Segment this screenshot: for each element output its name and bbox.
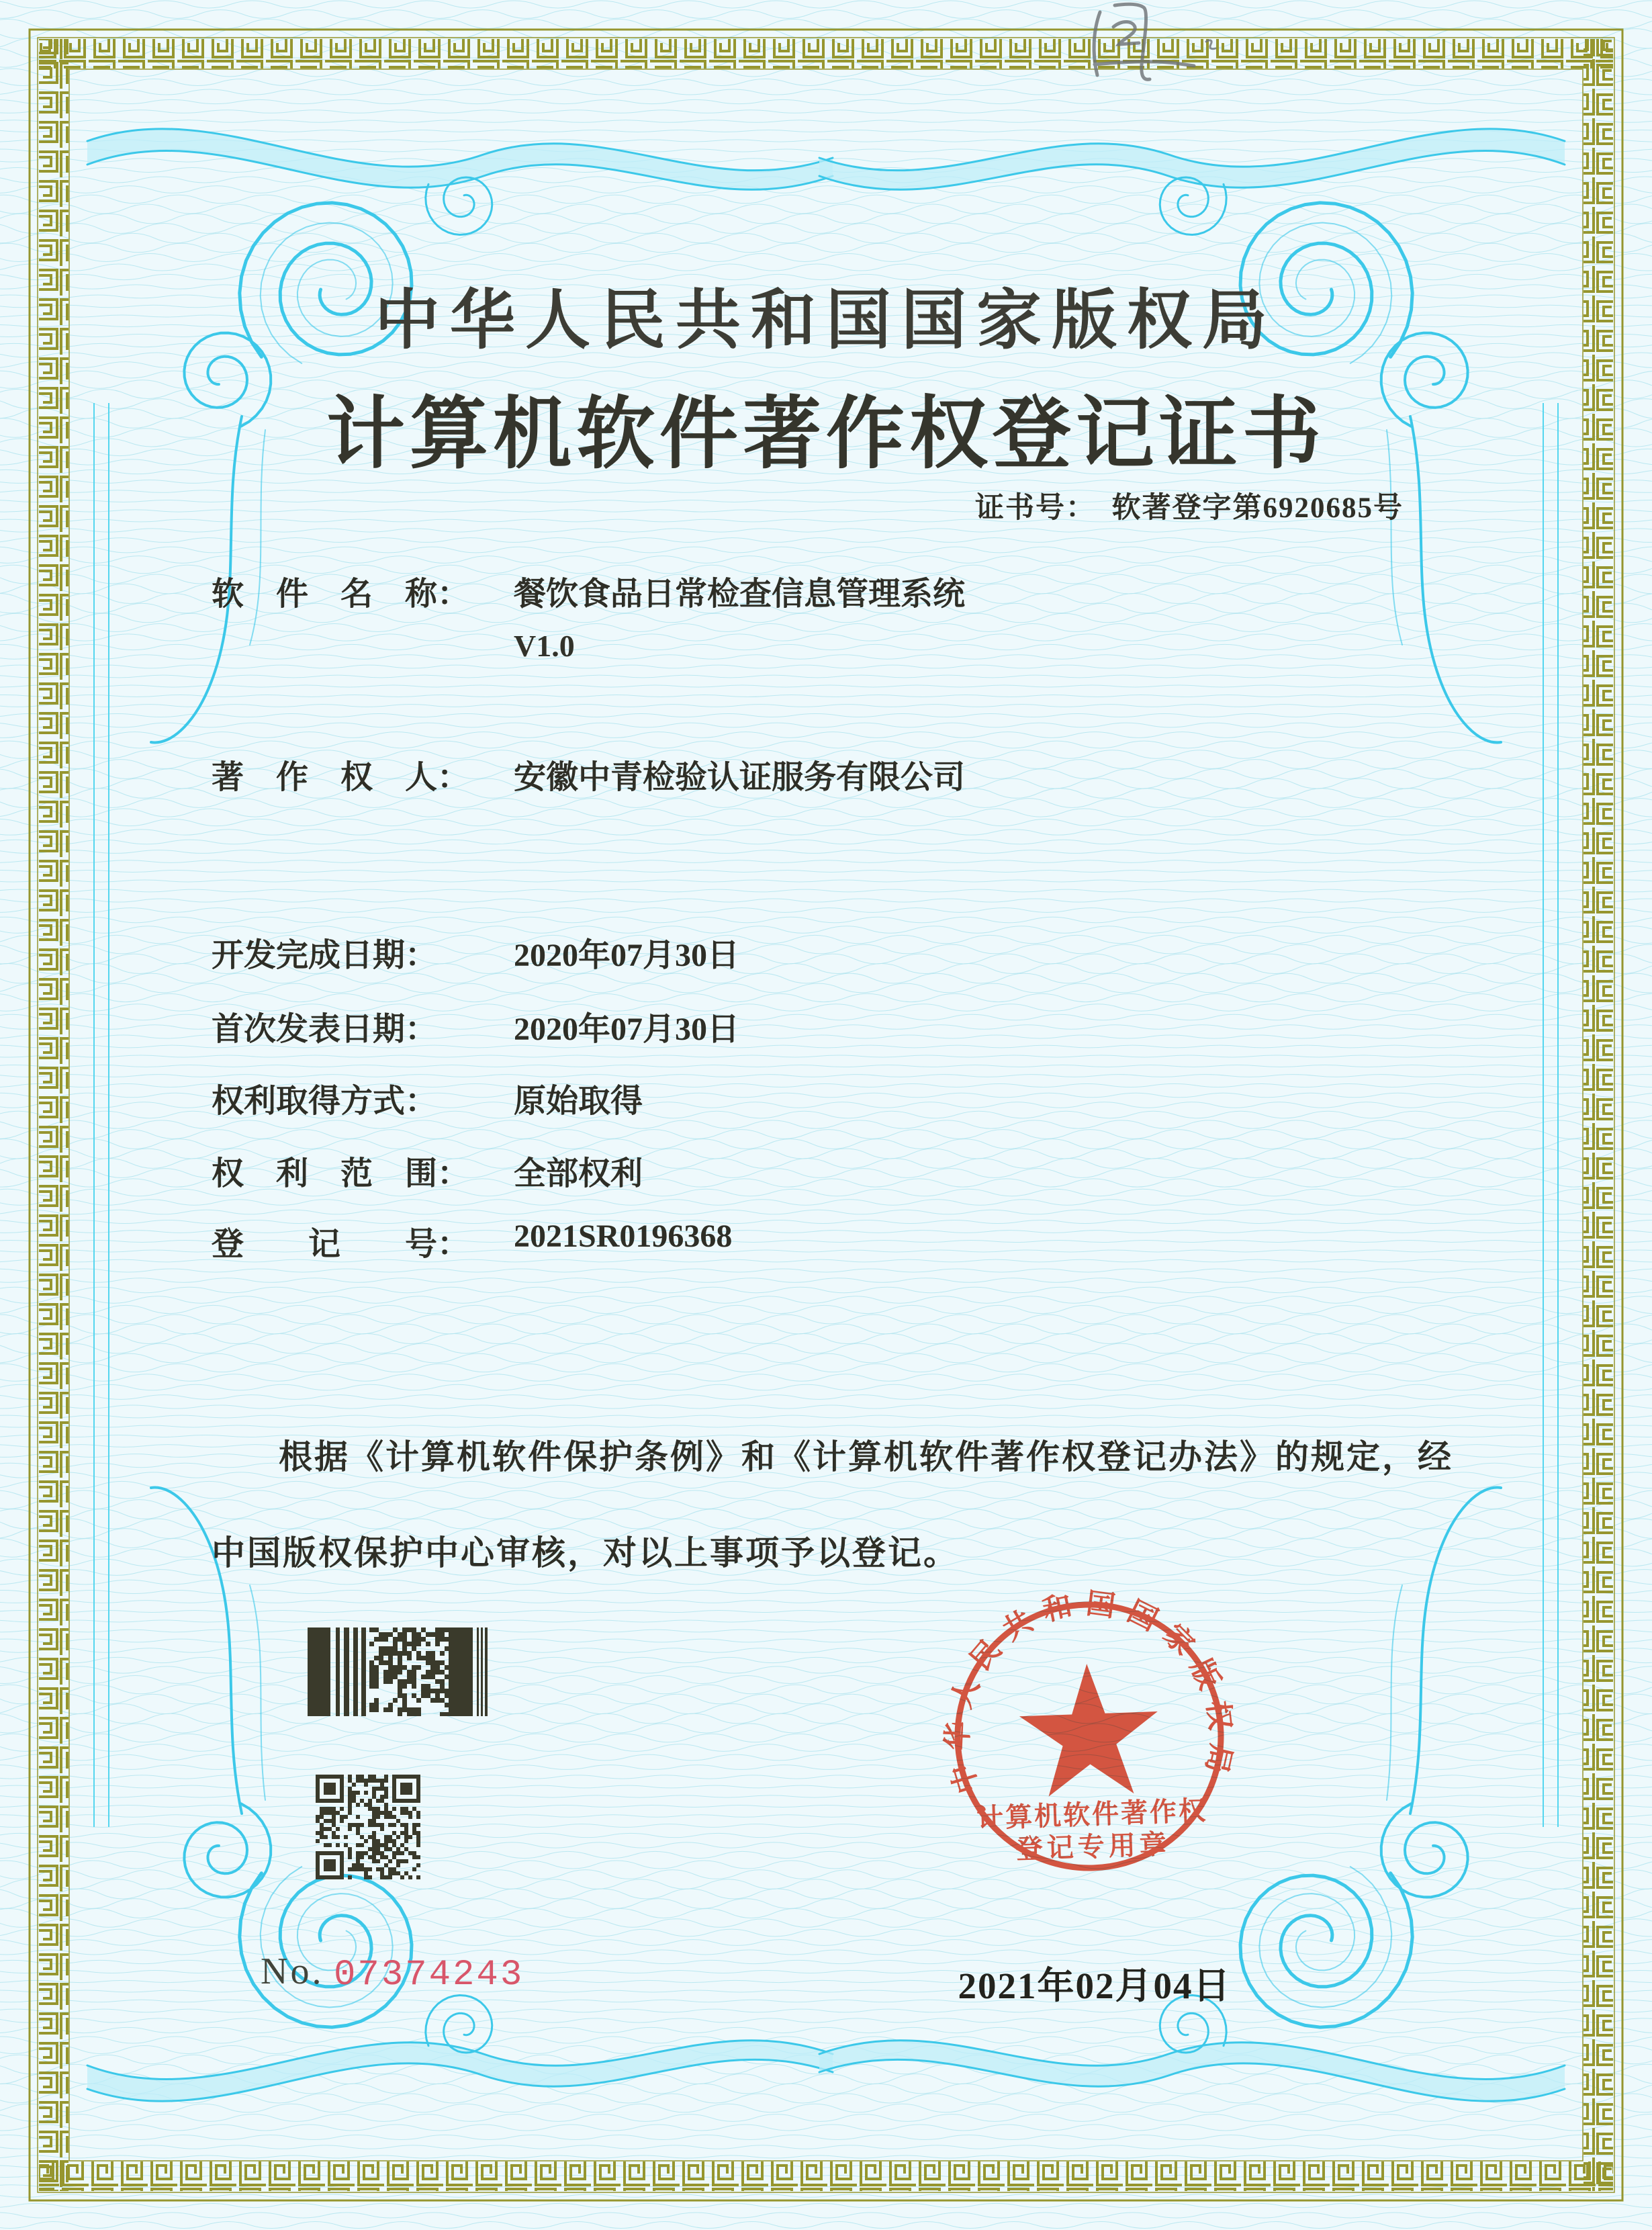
field-label: 著 作 权 人： <box>212 760 470 795</box>
side-guide-line-left-outer <box>93 403 95 1827</box>
meander-bottom <box>39 2161 1613 2191</box>
field-value: 安徽中青检验认证服务有限公司 <box>514 760 966 795</box>
serial-number: 07374243 <box>334 1955 524 1996</box>
seal-line2: 登记专用章 <box>1015 1828 1171 1865</box>
field-software-name <box>212 568 1555 614</box>
serial-prefix: No. <box>261 1951 324 1992</box>
field-value: 2021SR0196368 <box>514 1218 733 1254</box>
seal-arc-text: 中华人民共和国国家版权局 <box>942 1588 1237 1797</box>
field-registration-number <box>212 1218 1555 1264</box>
registration-statement: 根据《计算机软件保护条例》和《计算机软件著作权登记办法》的规定，经中国版权保护中心审核，对以上事项予以登记。 <box>212 1438 1453 1572</box>
side-guide-line-left-inner <box>108 403 109 1827</box>
official-seal <box>935 1582 1244 1891</box>
barcode <box>308 1627 489 1716</box>
field-value: 2020年07月30日 <box>514 1012 740 1047</box>
field-value: 原始取得 <box>514 1083 643 1119</box>
field-label: 权 利 范 围： <box>212 1156 470 1192</box>
seal-line1: 计算机软件著作权 <box>976 1795 1208 1834</box>
field-label: 开发完成日期： <box>212 938 438 973</box>
certificate-number: 证书号： 软著登字第6920685号 <box>975 492 1404 524</box>
qr-code <box>316 1775 420 1879</box>
meander-top <box>39 39 1613 69</box>
field-dev-complete-date <box>212 929 1555 975</box>
field-label: 软 件 名 称： <box>212 576 470 612</box>
meander-left <box>39 39 68 2191</box>
field-label: 权利取得方式： <box>212 1083 438 1119</box>
field-software-version: V1.0 <box>514 629 575 663</box>
field-rights-scope <box>212 1147 1555 1194</box>
issue-date: 2021年02月04日 <box>958 1965 1232 2006</box>
certificate-title: 计算机软件著作权登记证书 <box>326 392 1326 478</box>
handwritten-mark <box>1074 0 1222 87</box>
field-label: 登 记 号： <box>212 1226 470 1262</box>
seal-star <box>1017 1661 1160 1797</box>
field-first-publish-date <box>212 1003 1555 1049</box>
field-rights-acquisition <box>212 1075 1555 1121</box>
field-label: 首次发表日期： <box>212 1012 438 1047</box>
side-guide-line-right-outer <box>1557 403 1559 1827</box>
field-value: 餐饮食品日常检查信息管理系统 <box>514 576 966 612</box>
field-value: 2020年07月30日 <box>514 938 740 973</box>
field-value: 全部权利 <box>514 1156 643 1192</box>
field-copyright-owner <box>212 751 1555 797</box>
meander-right <box>1584 39 1613 2191</box>
issuer-title: 中华人民共和国国家版权局 <box>375 285 1277 357</box>
